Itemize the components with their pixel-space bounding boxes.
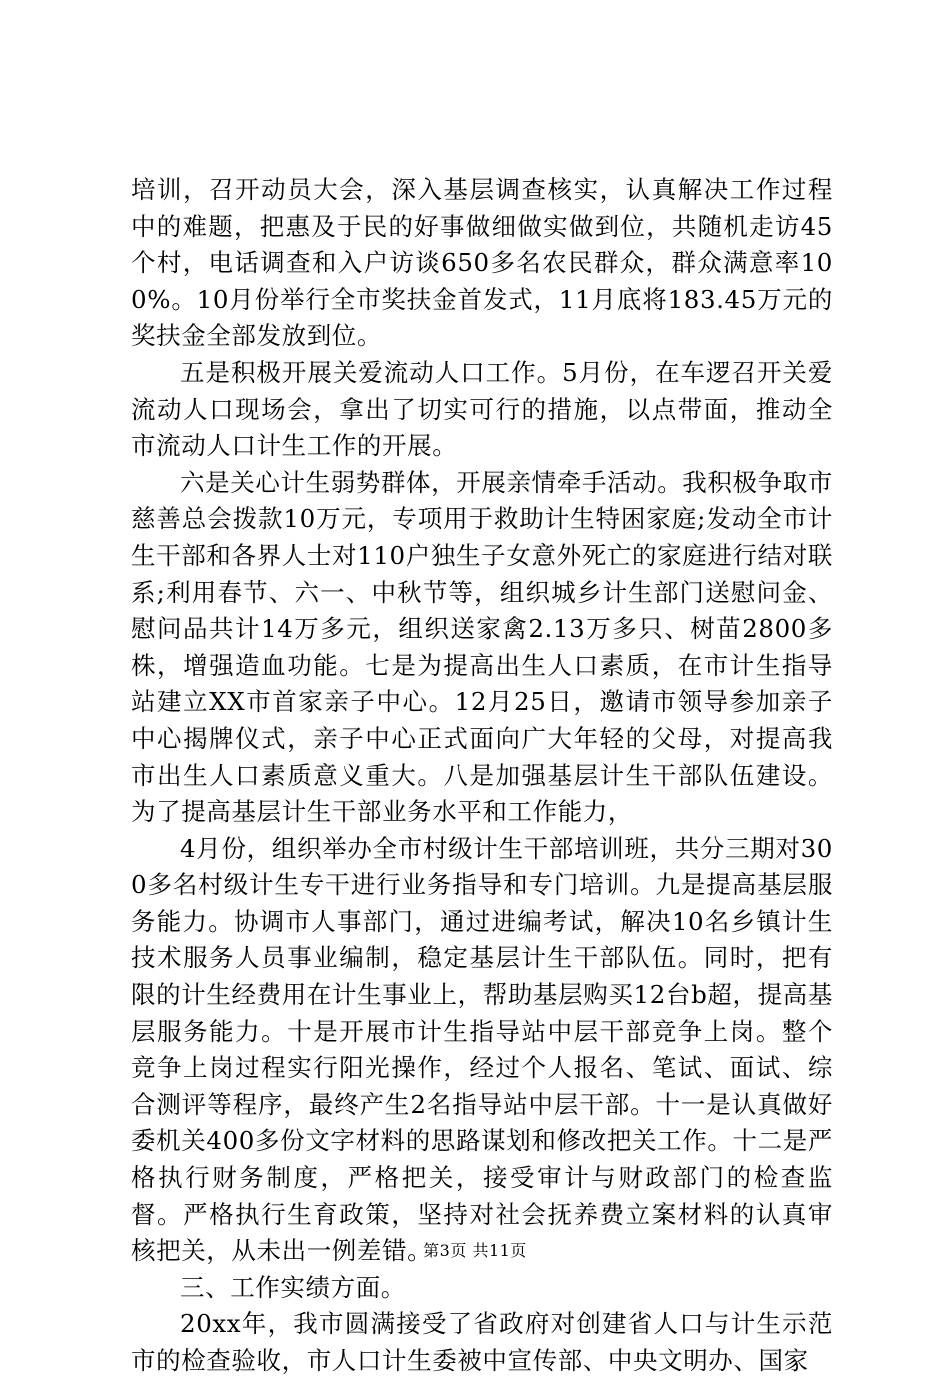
paragraph-3: 六是关心计生弱势群体，开展亲情牵手活动。我积极争取市慈善总会拨款10万元，专项用于救助计生特困家庭;发动全市计生干部和各界人士对110户独生子女意外死亡的家庭进行结对联系;利用春节、六一、中秋节等，组织城乡计生部门送慰问金、慰问品共计14万多元，组织送家禽2.13万多只、树苗2800多株，增强造血功能。七是为提高出生人口素质，在市计生指导站建立XX市首家亲子中心。12月25日，邀请市领导参加亲子中心揭牌仪式，亲子中心正式面向广大年轻的父母，对提高我市出生人口素质意义重大。八是加强基层计生干部队伍建设。为了提高基层计生干部业务水平和工作能力， xyxy=(131,467,833,827)
section-heading: 三、工作实绩方面。 xyxy=(180,1272,406,1302)
paragraph-1: 培训，召开动员大会，深入基层调查核实，认真解决工作过程中的难题，把惠及于民的好事做细做实做到位，共随机走访45个村，电话调查和入户访谈650多名农民群众，群众满意率100%。10月份举行全市奖扶金首发式，11月底将183.45万元的奖扶金全部发放到位。 xyxy=(131,175,833,351)
paragraph-2: 五是积极开展关爱流动人口工作。5月份，在车逻召开关爱流动人口现场会，拿出了切实可行的措施，以点带面，推动全市流动人口计生工作的开展。 xyxy=(131,357,833,461)
paragraph-6: 20xx年，我市圆满接受了省政府对创建省人口与计生示范市的检查验收，市人口计生委被中宣传部、中央文明办、国家 xyxy=(131,1309,833,1375)
document-body xyxy=(131,172,833,1380)
page-number-footer: 第3页 共11页 xyxy=(423,1241,527,1260)
paragraph-4: 4月份，组织举办全市村级计生干部培训班，共分三期对300多名村级计生专干进行业务指导和专门培训。九是提高基层服务能力。协调市人事部门，通过进编考试，解决10名乡镇计生技术服务人员事业编制，稳定基层计生干部队伍。同时，把有限的计生经费用在计生事业上，帮助基层购买12台b超，提高基层服务能力。十是开展市计生指导站中层干部竞争上岗。整个竞争上岗过程实行阳光操作，经过个人报名、笔试、面试、综合测评等程序，最终产生2名指导站中层干部。十一是认真做好委机关400多份文字材料的思路谋划和修改把关工作。十二是严格执行财务制度，严格把关，接受审计与财政部门的检查监督。严格执行生育政策，坚持对社会抚养费立案材料的认真审核把关，从未出一例差错。 xyxy=(131,833,833,1266)
